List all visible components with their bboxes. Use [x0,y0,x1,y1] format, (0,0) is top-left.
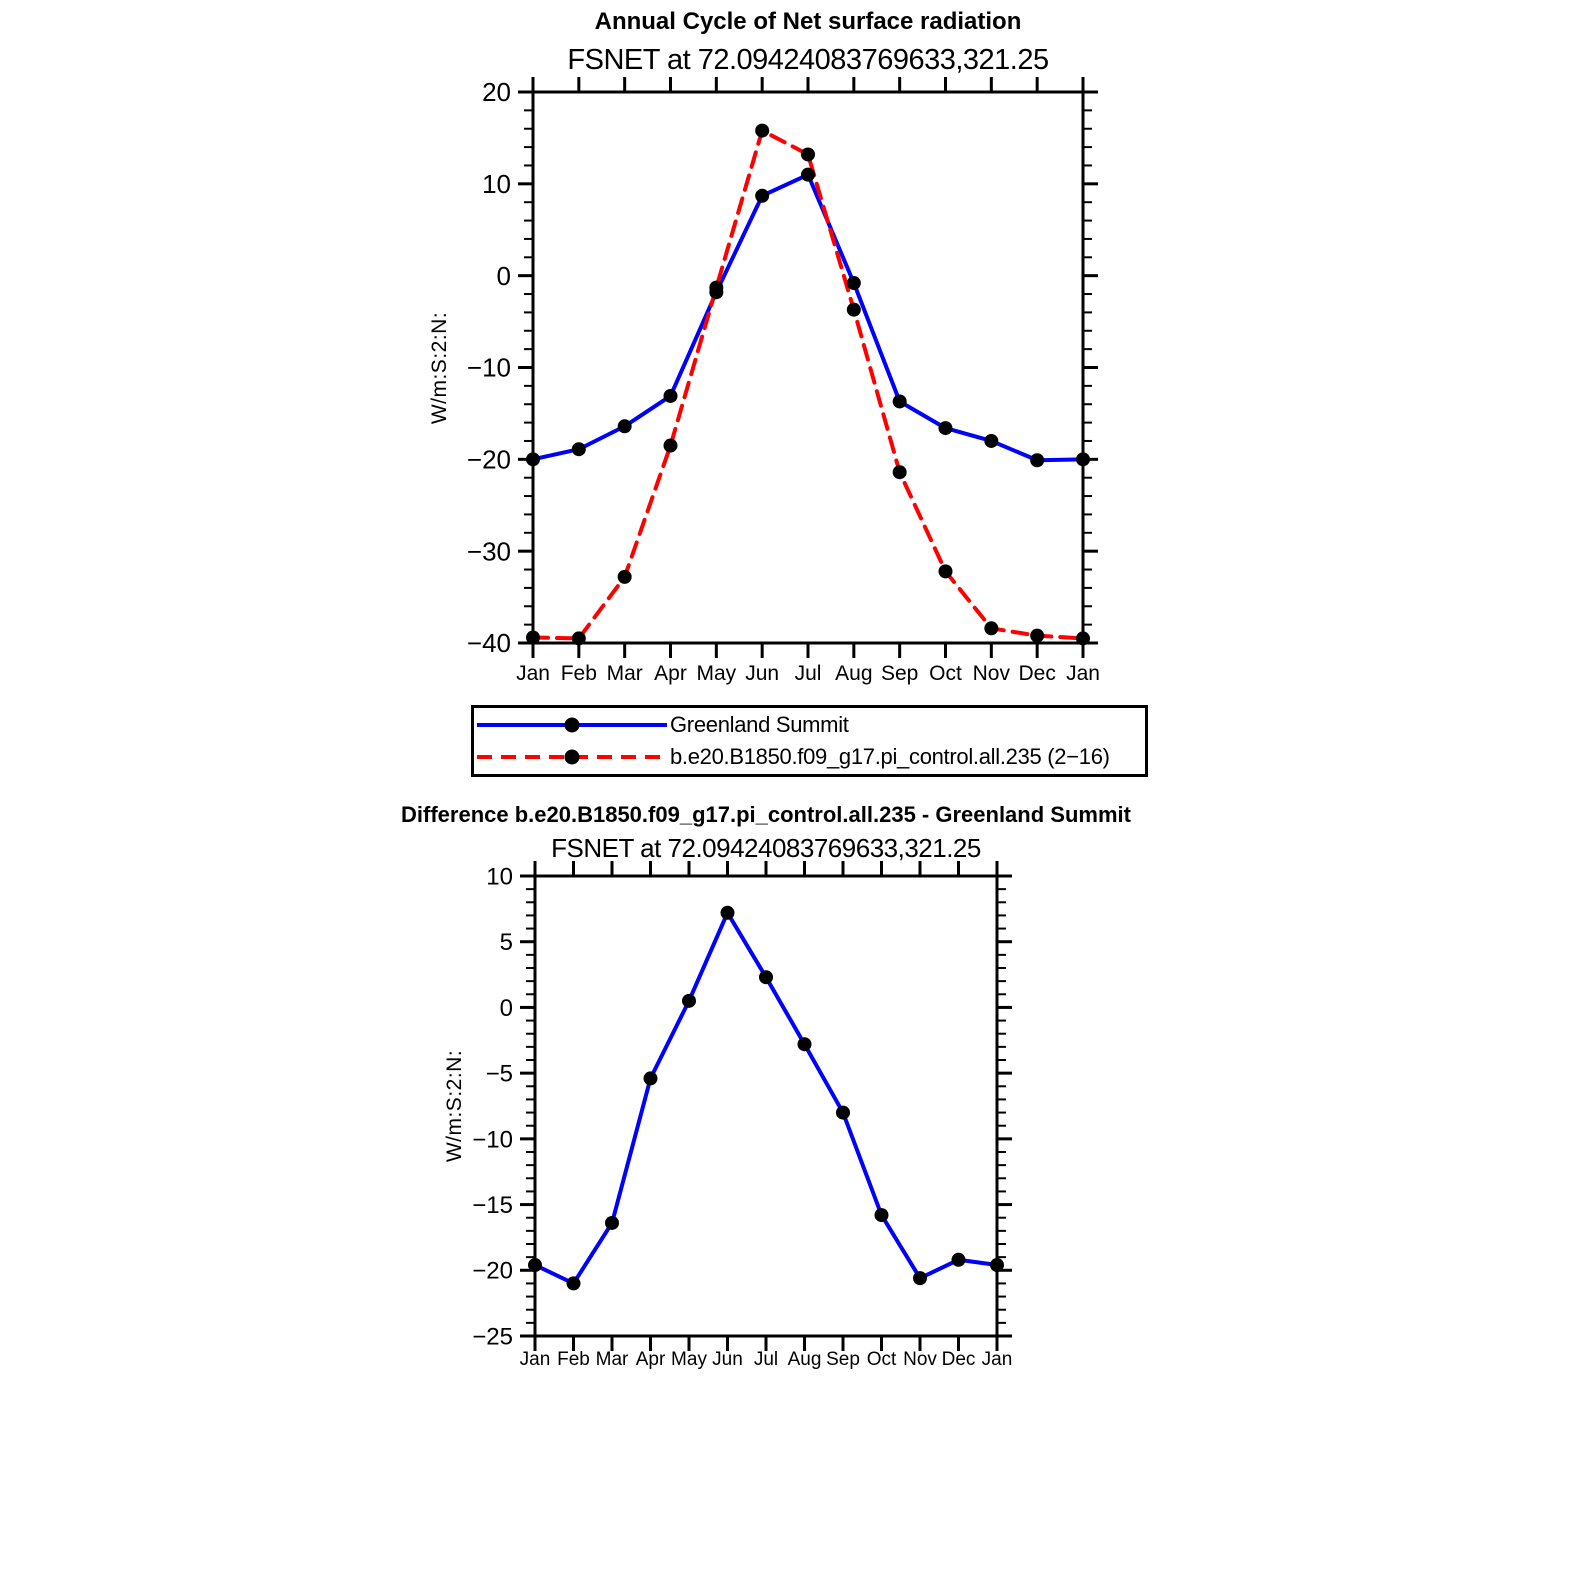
month-label: May [671,1349,707,1370]
month-label: Apr [654,662,687,685]
month-label: Oct [866,1349,897,1370]
y-tick-label: 5 [499,929,513,957]
month-label: Oct [929,662,962,685]
data-point-marker [798,1037,812,1051]
y-tick-label: −25 [472,1323,513,1351]
difference-chart-title: Difference b.e20.B1850.f09_g17.pi_control.all.235 - Greenland Summit [401,802,1131,827]
month-label: Jul [753,1349,779,1370]
month-label: Jun [712,1349,743,1370]
data-point-marker [990,1258,1004,1272]
difference-chart-subtitle: FSNET at 72.09424083769633,321.25 [551,833,981,863]
y-tick-label: −10 [466,352,511,383]
y-tick-label: −5 [485,1060,513,1088]
y-tick-label: −20 [472,1257,513,1285]
month-label: Jan [981,1349,1013,1370]
month-label: Jan [516,662,550,685]
top-chart-title: Annual Cycle of Net surface radiation [594,8,1022,35]
month-label: Dec [941,1349,976,1370]
top-chart-subtitle: FSNET at 72.09424083769633,321.25 [567,44,1049,76]
data-point-marker [875,1208,889,1222]
difference-chart-ylabel: W/m:S:2:N: [443,1049,466,1163]
legend-label: Greenland Summit [670,711,849,737]
month-label: Aug [787,1349,822,1370]
month-label: Jun [745,662,780,685]
data-point-marker [644,1071,658,1085]
data-point-marker [528,1258,542,1272]
month-label: Sep [826,1349,860,1370]
month-label: Nov [903,1349,937,1370]
y-tick-label: 20 [482,77,511,108]
month-label: May [696,662,737,685]
y-tick-label: 10 [482,168,511,199]
month-label: Apr [635,1349,666,1370]
month-label: Jul [794,662,822,685]
data-point-marker [682,994,696,1008]
month-label: Mar [595,1349,629,1370]
y-tick-label: 10 [486,863,513,891]
plot-frame [535,876,997,1336]
y-tick-label: −20 [466,444,511,475]
month-label: Jan [519,1349,551,1370]
y-tick-label: 0 [499,994,513,1022]
y-tick-label: −15 [472,1191,513,1219]
data-point-marker [721,906,735,920]
y-tick-label: −10 [472,1126,513,1154]
top-chart-ylabel: W/m:S:2:N: [428,311,451,425]
difference-line [535,913,997,1284]
month-label: Feb [560,662,597,685]
month-label: Mar [606,662,643,685]
y-tick-label: −30 [466,536,511,567]
month-label: Aug [835,662,873,685]
data-point-marker [759,970,773,984]
data-point-marker [605,1216,619,1230]
data-point-marker [952,1253,966,1267]
legend-label: b.e20.B1850.f09_g17.pi_control.all.235 (2−16) [670,744,1110,770]
data-point-marker [567,1276,581,1290]
month-label: Nov [972,662,1011,685]
month-label: Jan [1066,662,1100,685]
data-point-marker [913,1271,927,1285]
month-label: Dec [1018,662,1056,685]
month-label: Sep [880,662,919,685]
month-label: Feb [557,1349,590,1370]
y-tick-label: −40 [466,628,511,659]
data-point-marker [836,1106,850,1120]
y-tick-label: 0 [496,260,511,291]
